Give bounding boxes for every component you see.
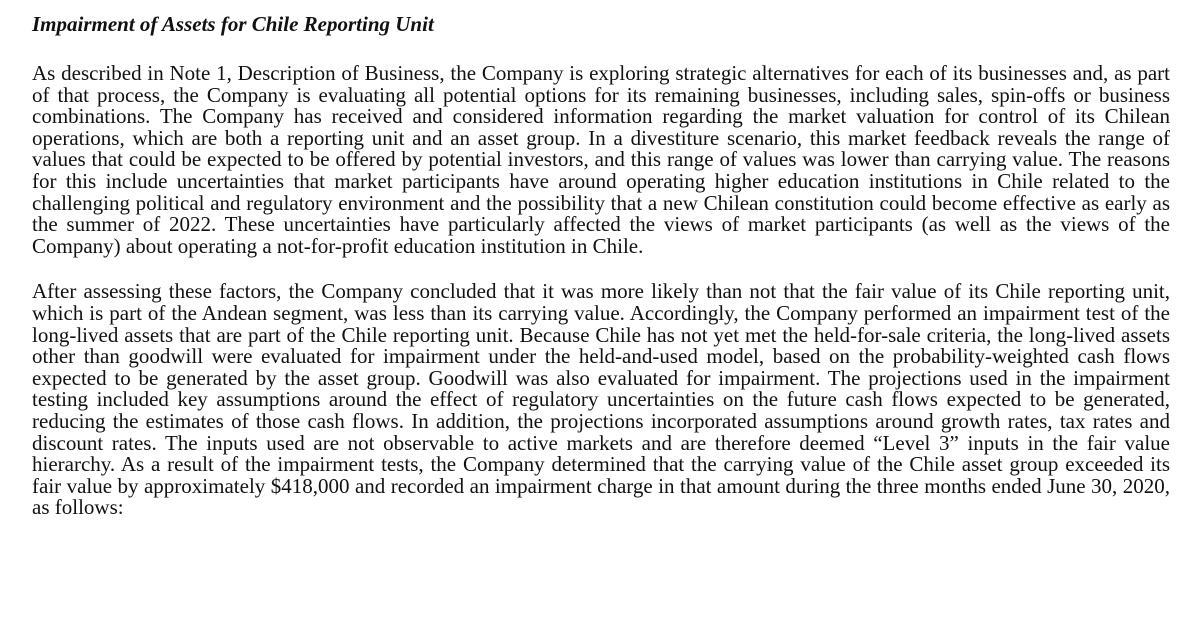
- paragraph-strategic-alternatives: As described in Note 1, Description of Business, the Company is exploring strategic alternatives for each of its businesses and, as part of that process, the Company is evaluating all potential options for its remaining businesses, including sales, spin-offs or business combinations. The Company has received and considered information regarding the market valuation for control of its Chilean operations, which are both a reporting unit and an asset group. In a divestiture scenario, this market feedback reveals the range of values that could be expected to be offered by potential investors, and this range of values was lower than carrying value. The reasons for this include uncertainties that market participants have around operating higher education institutions in Chile related to the challenging political and regulatory environment and the possibility that a new Chilean constitution could become effective as early as the summer of 2022. These uncertainties have particularly affected the views of market participants (as well as the views of the Company) about operating a not-for-profit education institution in Chile.: [32, 61, 1170, 258]
- section-heading: Impairment of Assets for Chile Reporting Unit: [32, 12, 434, 36]
- document-body: [32, 12, 1170, 519]
- paragraph-impairment-test: After assessing these factors, the Company concluded that it was more likely than not that the fair value of its Chile reporting unit, which is part of the Andean segment, was less than its carrying value. Accordingly, the Company performed an impairment test of the long-lived assets that are part of the Chile reporting unit. Because Chile has not yet met the held-for-sale criteria, the long-lived assets other than goodwill were evaluated for impairment under the held-and-used model, based on the probability-weighted cash flows expected to be generated by the asset group. Goodwill was also evaluated for impairment. The projections used in the impairment testing included key assumptions around the effect of regulatory uncertainties on the future cash flows expected to be generated, reducing the estimates of those cash flows. In addition, the projections incorporated assumptions around growth rates, tax rates and discount rates. The inputs used are not observable to active markets and are therefore deemed “Level 3” inputs in the fair value hierarchy. As a result of the impairment tests, the Company determined that the carrying value of the Chile asset group exceeded its fair value by approximately $418,000 and recorded an impairment charge in that amount during the three months ended June 30, 2020, as follows:: [32, 279, 1170, 520]
